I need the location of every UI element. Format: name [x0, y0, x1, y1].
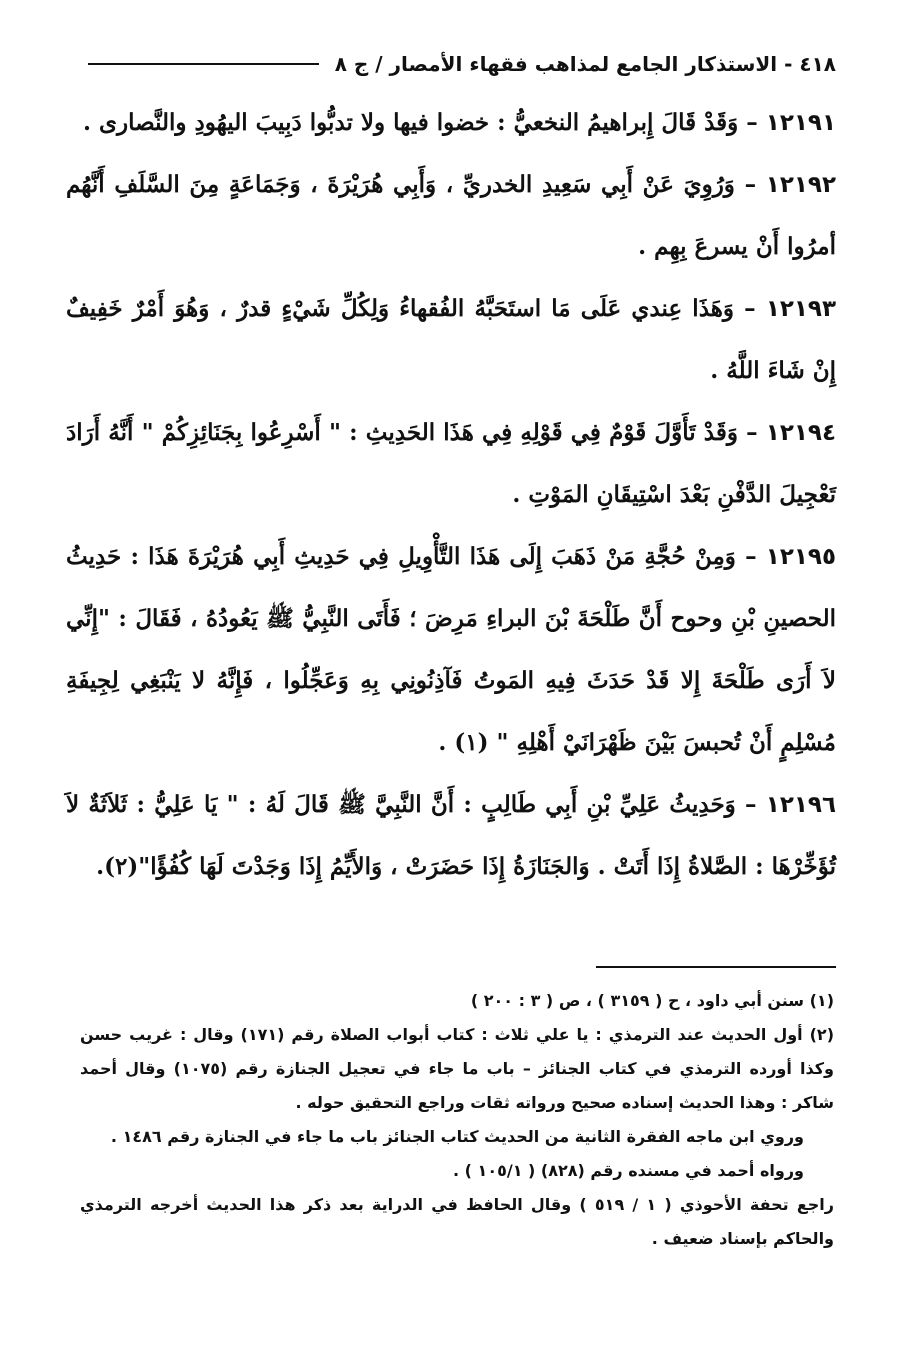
paragraph-number: ١٢١٩٤ [765, 420, 836, 446]
paragraph-number: ١٢١٩٣ [765, 296, 837, 322]
main-text [66, 92, 836, 898]
paragraph-text: – وَمِنْ حُجَّةِ مَنْ ذَهَبَ إِلَى هَذَا التَّأْوِيلِ فِي حَدِيثِ أَبِي هُرَيْرَةَ هَذَا : حَدِيثُ الحصينِ بْنِ وحوح أَنَّ طَلْحَةَ بْنَ البراءِ مَرِضَ ؛ فَأَتَى النَّبِيُّ ﷺ يَعُودُهُ ، فَقَالَ : "إِنِّي لاَ أَرَى طَلْحَةَ إِلا قَدْ حَدَثَ فِيهِ المَوتُ فَآذِنُونِي بِهِ وَعَجِّلُوا ، فَإِنَّهُ لا يَنْبَغِي لِجِيفَةِ مُسْلِمٍ أَنْ تُحبسَ بَيْنَ ظَهْرَانَيْ أَهْلِهِ " (١) . [66, 543, 836, 756]
paragraph [66, 92, 836, 154]
paragraph-text: – وَقَدْ تَأَوَّلَ قَوْمٌ فِي قَوْلِهِ فِي هَذَا الحَدِيثِ : " أَسْرِعُوا بِجَنَائِزِكُمْ " أَنَّهُ أَرَادَ تَعْجِيلَ الدَّفْنِ بَعْدَ اسْتِيقَانِ المَوْتِ . [66, 419, 836, 508]
paragraph-number: ١٢١٩٦ [765, 792, 836, 818]
header-rule [88, 63, 319, 65]
paragraph [66, 154, 836, 278]
paragraph-number: ١٢١٩٢ [765, 172, 836, 198]
paragraph [66, 774, 836, 898]
footnotes [80, 984, 834, 1256]
footnote: (١) سنن أبي داود ، ح ( ٣١٥٩ ) ، ص ( ٣ : ٢٠٠ ) [470, 991, 834, 1010]
paragraph [66, 402, 836, 526]
paragraph-text: – وَرُوِيَ عَنْ أَبِي سَعِيدِ الخدريِّ ، وَأَبِي هُرَيْرَةَ ، وَجَمَاعَةٍ مِنَ السَّلَفِ أَنَّهُم أمرُوا أَنْ يسرعَ بِهِم . [66, 171, 836, 260]
running-header [88, 46, 836, 82]
page-header-title: ٤١٨ - الاستذكار الجامع لمذاهب فقهاء الأمصار / ج ٨ [334, 52, 836, 76]
paragraph-number: ١٢١٩١ [765, 110, 836, 136]
paragraph-text: – وَهَذَا عِندي عَلَى مَا استَحَبَّهُ الفُقهاءُ وَلِكُلِّ شَيْءٍ قدرٌ ، وَهُوَ أَمْرٌ خَفِيفٌ إِنْ شَاءَ اللَّهُ . [66, 295, 836, 384]
footnote: (٢) أول الحديث عند الترمذي : يا علي ثلاث : كتاب أبواب الصلاة رقم (١٧١) وقال : غريب حسن وكذا أورده الترمذي في كتاب الجنائز – باب ما جاء في تعجيل الجنازة رقم (١٠٧٥) وقال أحمد شاكر : وهذا الحديث إسناده صحيح ورواته ثقات وراجع التحقيق حوله . [80, 1025, 834, 1112]
paragraph-text: – وَقَدْ قَالَ إِبراهيمُ النخعيُّ : خضوا فيها ولا تدبُّوا دَبِيبَ اليهُودِ والنَّصارى . [83, 109, 758, 136]
paragraph [66, 278, 836, 402]
paragraph [66, 526, 836, 774]
paragraph-text: – وَحَدِيثُ عَلِيِّ بْنِ أَبِي طَالِبٍ : أَنَّ النَّبِيَّ ﷺ قَالَ لَهُ : " يَا عَلِيُّ : ثَلاَثَةٌ لاَ تُؤَخِّرْهَا : الصَّلاةُ إِذَا أَتَتْ . وَالجَنَازَةُ إِذَا حَضَرَتْ ، وَالأَيِّمُ إِذَا وَجَدْتَ لَهَا كُفُؤًا"(٢). [66, 791, 836, 880]
paragraph-number: ١٢١٩٥ [765, 544, 836, 570]
footnote: وروي ابن ماجه الفقرة الثانية من الحديث كتاب الجنائز باب ما جاء في الجنازة رقم ١٤٨٦ . [110, 1127, 804, 1146]
footnote-separator [596, 966, 836, 968]
footnote: راجع تحفة الأحوذي ( ١ / ٥١٩ ) وقال الحافظ في الدراية بعد ذكر هذا الحديث أخرجه الترمذي والحاكم بإسناد ضعيف . [80, 1195, 834, 1248]
footnote: ورواه أحمد في مسنده رقم (٨٢٨) ( ١٠٥/١ ) . [453, 1161, 804, 1180]
